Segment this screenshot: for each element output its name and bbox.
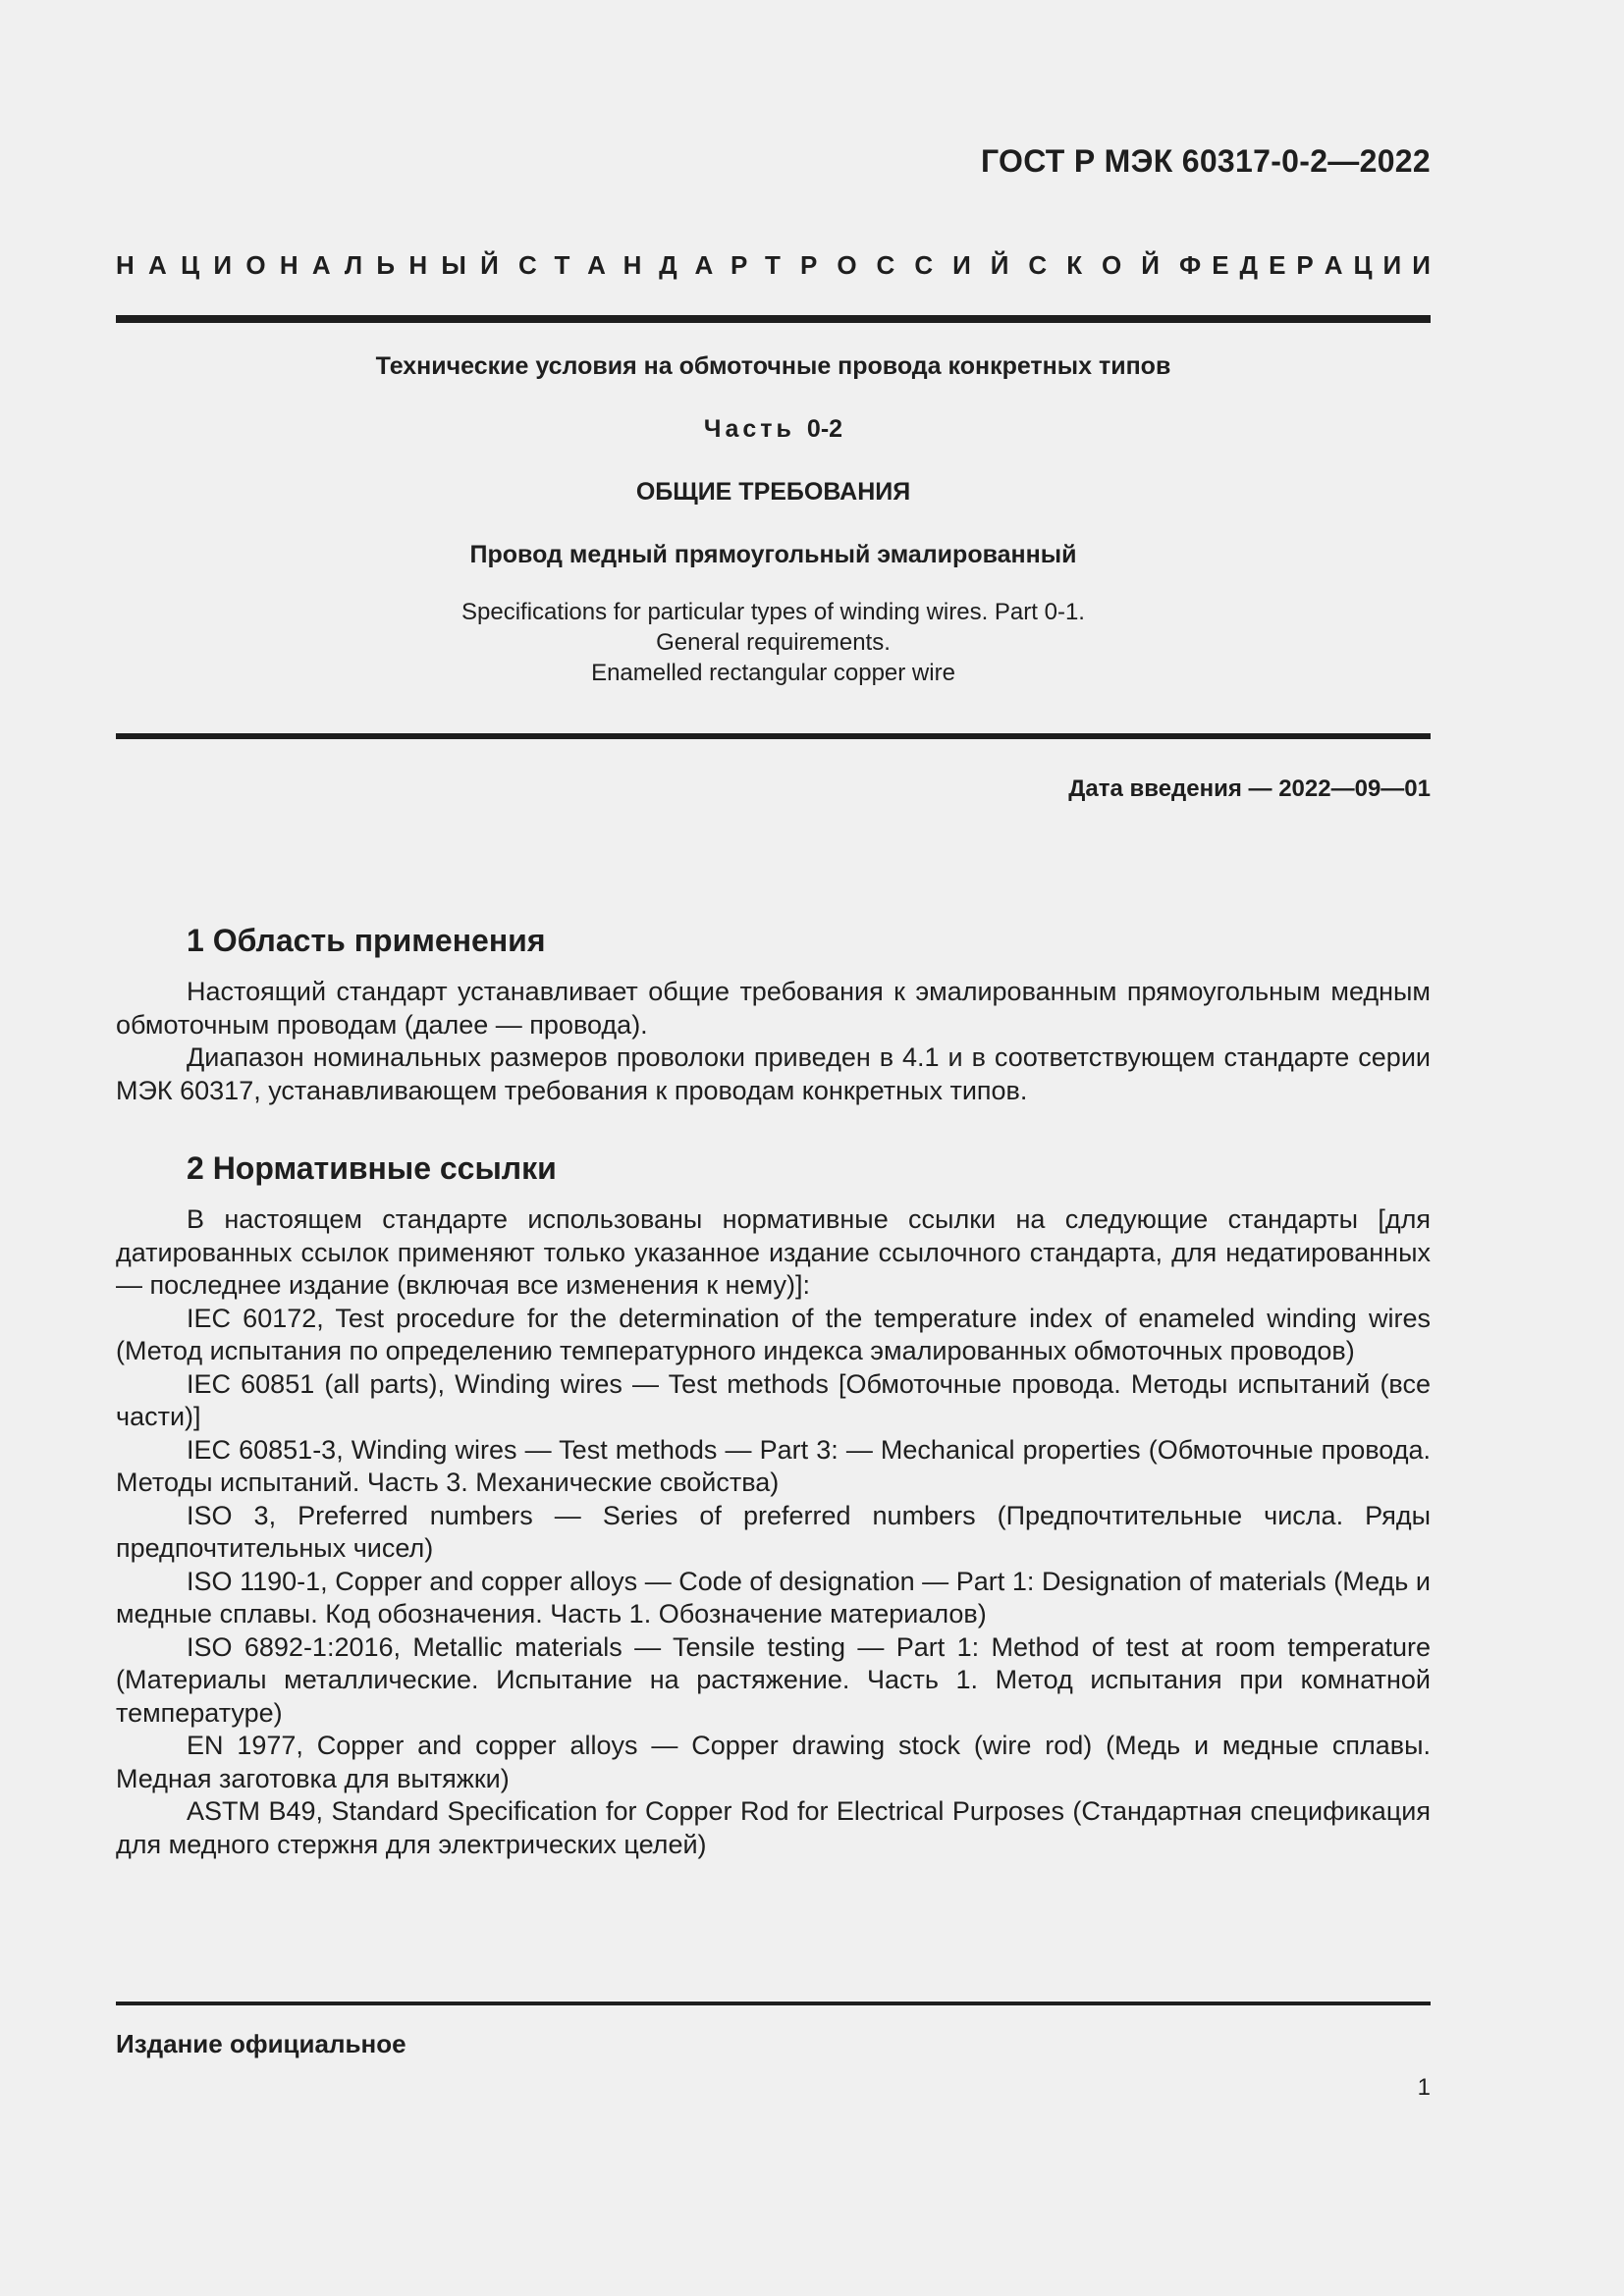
banner-letter: Д	[1239, 250, 1259, 280]
reference-item: IEC 60851-3, Winding wires — Test methods — Part 3: — Mechanical properties (Обмоточные провода. Методы испытаний. Часть 3. Механические свойства)	[116, 1434, 1431, 1497]
section-heading: 1 Область применения	[187, 923, 546, 958]
banner-letter: И	[213, 250, 233, 280]
document-body	[116, 913, 1431, 1861]
part-label: Часть	[703, 415, 795, 443]
reference-item: EN 1977, Copper and copper alloys — Copper drawing stock (wire rod) (Медь и медные сплавы. Медная заготовка для вытяжки)	[116, 1731, 1431, 1793]
general-requirements-heading: ОБЩИЕ ТРЕБОВАНИЯ	[635, 478, 911, 506]
banner-letter: Н	[408, 250, 428, 280]
reference-item: ISO 3, Preferred numbers — Series of preferred numbers (Предпочтительные числа. Ряды предпочтительных чисел)	[116, 1500, 1431, 1563]
banner-letter: Н	[279, 250, 298, 280]
banner-letter: Е	[1212, 250, 1229, 280]
reference-item: ISO 6892-1:2016, Metallic materials — Tensile testing — Part 1: Method of test at room temperature (Материалы металлические. Испытание на растяжение. Часть 1. Метод испытания при комнатной температуре)	[116, 1631, 1431, 1728]
document-code: ГОСТ Р МЭК 60317-0-2—2022	[980, 143, 1431, 179]
paragraph: Диапазон номинальных размеров проволоки приведен в 4.1 и в соответствующем стандарте серии МЭК 60317, устанавливающем требования к проводам конкретных типов.	[116, 1042, 1431, 1105]
banner-letter: Ф	[1179, 250, 1202, 280]
banner-letter: Е	[1269, 250, 1286, 280]
banner-letter: С	[1028, 250, 1048, 280]
banner-letter: О	[1102, 250, 1122, 280]
reference-item: ASTM B49, Standard Specification for Copper Rod for Electrical Purposes (Стандартная спецификация для медного стержня для электрических целей)	[116, 1796, 1431, 1859]
national-standard-banner	[116, 250, 1431, 281]
banner-letter: Й	[480, 250, 499, 280]
banner-letter: Д	[659, 250, 677, 280]
banner-letter: Й	[990, 250, 1009, 280]
banner-letter: А	[1324, 250, 1343, 280]
banner-letter: И	[952, 250, 971, 280]
section-body	[116, 1203, 1431, 1861]
paragraph: Настоящий стандарт устанавливает общие требования к эмалированным прямоугольным медным обмоточным проводам (далее — провода).	[116, 977, 1431, 1040]
standard-title: Технические условия на обмоточные провода конкретных типов	[375, 352, 1171, 380]
english-title-line: Enamelled rectangular copper wire	[591, 660, 955, 686]
banner-letter: Т	[765, 250, 781, 280]
middle-divider	[116, 733, 1431, 739]
banner-word	[800, 250, 1160, 281]
part-number: 0-2	[806, 415, 843, 443]
banner-letter: Ь	[376, 250, 396, 280]
banner-letter: С	[876, 250, 895, 280]
banner-letter: Ы	[441, 250, 466, 280]
banner-word	[116, 250, 499, 281]
banner-letter: О	[837, 250, 857, 280]
banner-letter: А	[694, 250, 714, 280]
introduction-date: Дата введения — 2022—09—01	[1068, 775, 1431, 802]
banner-letter: А	[311, 250, 331, 280]
section-body	[116, 976, 1431, 1107]
banner-word	[1179, 250, 1431, 281]
banner-letter: Н	[116, 250, 135, 280]
banner-letter: С	[914, 250, 934, 280]
banner-letter: С	[518, 250, 537, 280]
banner-letter: Т	[554, 250, 570, 280]
banner-letter: И	[1382, 250, 1402, 280]
banner-letter: А	[148, 250, 167, 280]
section-heading: 2 Нормативные ссылки	[187, 1150, 557, 1186]
reference-item: IEC 60172, Test procedure for the determination of the temperature index of enameled winding wires (Метод испытания по определению температурного индекса эмалированных обмоточных проводов)	[116, 1303, 1431, 1365]
banner-letter: Ц	[181, 250, 200, 280]
banner-letter: К	[1066, 250, 1083, 280]
official-edition-label: Издание официальное	[116, 2029, 406, 2058]
english-title-line: Specifications for particular types of winding wires. Part 0-1.	[461, 599, 1085, 625]
banner-letter: Р	[730, 250, 748, 280]
paragraph: В настоящем стандарте использованы нормативные ссылки на следующие стандарты [для датированных ссылок применяют только указанное издание ссылочного стандарта, для недатированных — последнее издание (включая все изменения к нему)]:	[116, 1204, 1431, 1300]
banner-letter: Ц	[1353, 250, 1373, 280]
banner-letter: Л	[344, 250, 363, 280]
english-title-line: General requirements.	[656, 629, 891, 656]
reference-item: ISO 1190-1, Copper and copper alloys — Code of designation — Part 1: Designation of materials (Медь и медные сплавы. Код обозначения. Часть 1. Обозначение материалов)	[116, 1566, 1431, 1629]
banner-letter: О	[245, 250, 266, 280]
page-number: 1	[1417, 2074, 1431, 2101]
banner-letter: И	[1412, 250, 1431, 280]
banner-letter: А	[587, 250, 606, 280]
banner-word	[518, 250, 781, 281]
english-title	[116, 597, 1431, 688]
standard-subtitle: Провод медный прямоугольный эмалированный	[469, 541, 1077, 568]
banner-letter: Н	[623, 250, 642, 280]
banner-letter: Й	[1141, 250, 1160, 280]
banner-letter: Р	[800, 250, 818, 280]
top-divider	[116, 315, 1431, 323]
footer-divider	[116, 2002, 1431, 2005]
title-block	[116, 351, 1431, 688]
part-heading	[116, 414, 1431, 444]
reference-item: IEC 60851 (all parts), Winding wires — Test methods [Обмоточные провода. Методы испытаний (все части)]	[116, 1368, 1431, 1431]
banner-letter: Р	[1296, 250, 1314, 280]
